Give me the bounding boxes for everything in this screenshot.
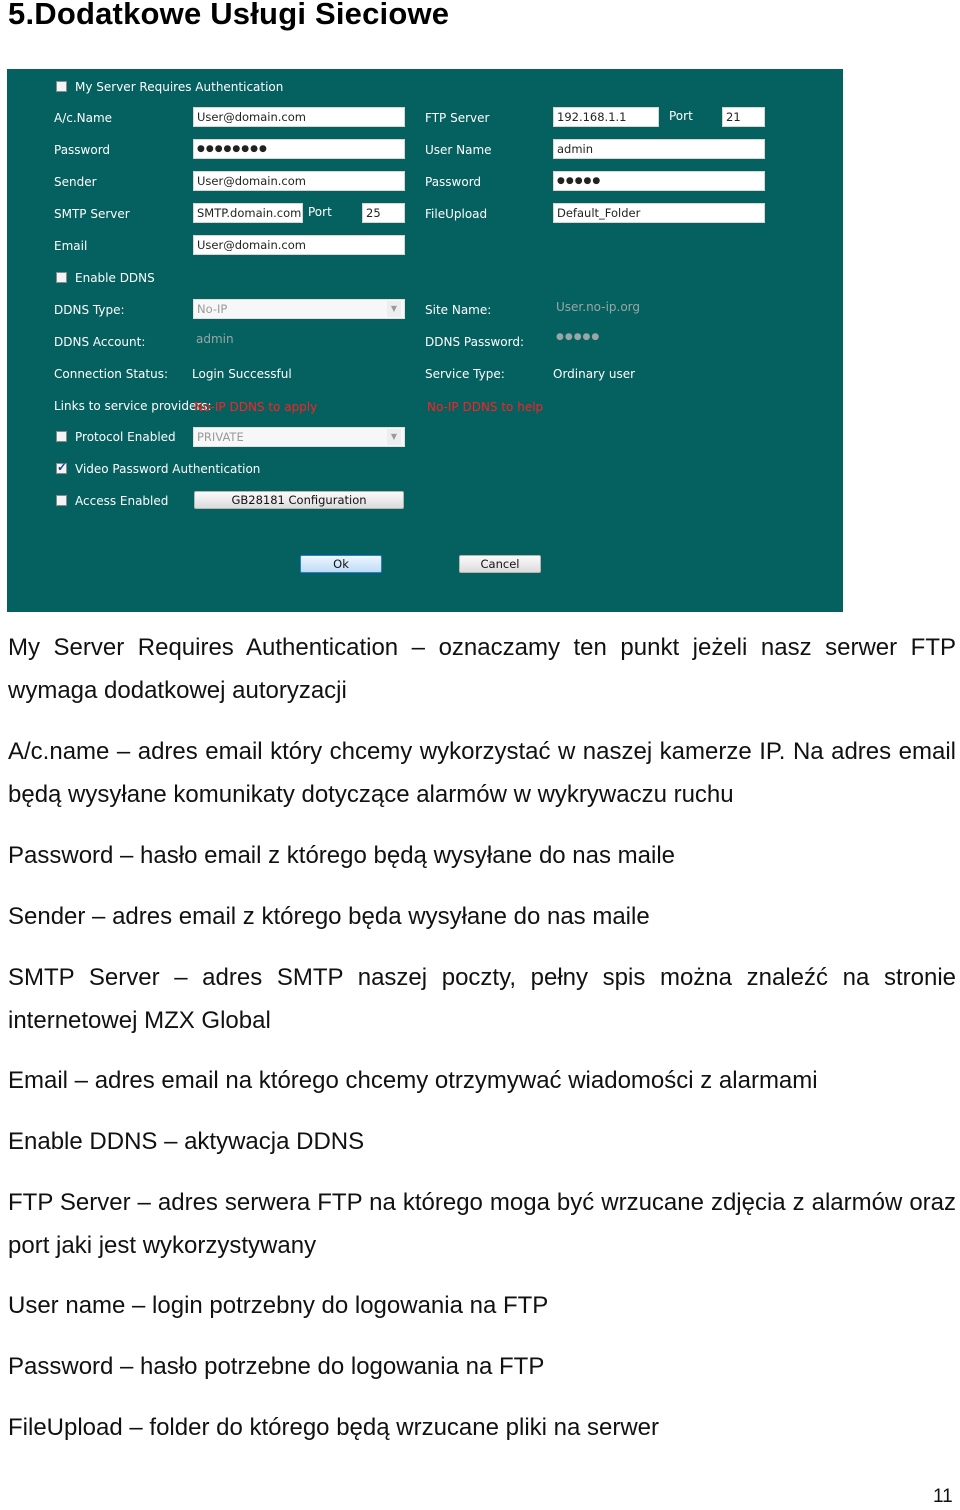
description-fileupload: FileUpload – folder do którego będą wrzucane pliki na serwer xyxy=(8,1414,660,1441)
ddns-password-label: DDNS Password: xyxy=(425,335,524,349)
connection-status-label: Connection Status: xyxy=(54,367,168,381)
smtp-server-input[interactable]: SMTP.domain.com xyxy=(193,203,303,223)
no-ip-apply-link[interactable]: No-IP DDNS to apply xyxy=(194,400,318,414)
no-ip-help-link[interactable]: No-IP DDNS to help xyxy=(427,400,544,414)
video-password-checkbox[interactable] xyxy=(56,463,67,474)
ac-name-input[interactable]: User@domain.com xyxy=(193,107,405,127)
password-input[interactable]: ●●●●●●●● xyxy=(193,139,405,159)
site-name-label: Site Name: xyxy=(425,303,492,317)
email-label: Email xyxy=(54,239,88,253)
description-ftp-server: FTP Server – adres serwera FTP na którego moga być wrzucane zdjęcia z alarmów oraz port jaki jest wykorzystywany xyxy=(8,1189,956,1259)
site-name-value: User.no-ip.org xyxy=(556,300,641,314)
protocol-enabled-label: Protocol Enabled xyxy=(75,430,176,444)
enable-ddns-label: Enable DDNS xyxy=(75,271,155,285)
protocol-enabled-checkbox[interactable] xyxy=(56,431,67,442)
ddns-password-value: ●●●●● xyxy=(556,332,601,342)
ftp-user-label: User Name xyxy=(425,143,492,157)
email-ftp-settings-dialog xyxy=(7,69,843,612)
password-label: Password xyxy=(54,143,111,157)
page-number: 11 xyxy=(933,1486,953,1507)
access-enabled-label: Access Enabled xyxy=(75,494,169,508)
smtp-port-label: Port xyxy=(308,205,332,219)
description-enable-ddns: Enable DDNS – aktywacja DDNS xyxy=(8,1128,365,1155)
fileupload-input[interactable]: Default_Folder xyxy=(553,203,765,223)
ddns-type-select[interactable] xyxy=(193,299,405,319)
section-heading: 5.Dodatkowe Usługi Sieciowe xyxy=(8,0,450,31)
video-password-label: Video Password Authentication xyxy=(75,462,261,476)
connection-status-value: Login Successful xyxy=(192,367,292,381)
description-auth: My Server Requires Authentication – oznaczamy ten punkt jeżeli nasz serwer FTP wymaga dodatkowej autoryzacji xyxy=(8,634,956,704)
smtp-port-input[interactable]: 25 xyxy=(362,203,405,223)
description-password: Password – hasło email z którego będą wysyłane do nas maile xyxy=(8,842,676,869)
description-user-name: User name – login potrzebny do logowania na FTP xyxy=(8,1292,549,1319)
gb28181-config-button[interactable]: GB28181 Configuration xyxy=(194,491,404,509)
links-label: Links to service providers: xyxy=(54,399,212,413)
chevron-down-icon: ▼ xyxy=(387,301,401,317)
ddns-account-value: admin xyxy=(196,332,234,346)
ftp-port-label: Port xyxy=(669,109,693,123)
ac-name-label: A/c.Name xyxy=(54,111,113,125)
ddns-type-label: DDNS Type: xyxy=(54,303,125,317)
fileupload-label: FileUpload xyxy=(425,207,488,221)
sender-label: Sender xyxy=(54,175,97,189)
auth-label: My Server Requires Authentication xyxy=(75,80,284,94)
auth-checkbox[interactable] xyxy=(56,81,67,92)
protocol-value: PRIVATE xyxy=(197,430,244,444)
protocol-select[interactable] xyxy=(193,427,405,447)
enable-ddns-checkbox[interactable] xyxy=(56,272,67,283)
description-ftp-password: Password – hasło potrzebne do logowania na FTP xyxy=(8,1353,545,1380)
ftp-server-input[interactable]: 192.168.1.1 xyxy=(553,107,659,127)
ftp-user-input[interactable]: admin xyxy=(553,139,765,159)
service-type-value: Ordinary user xyxy=(553,367,636,381)
smtp-server-label: SMTP Server xyxy=(54,207,130,221)
chevron-down-icon: ▼ xyxy=(387,429,401,445)
ftp-password-input[interactable]: ●●●●● xyxy=(553,171,765,191)
sender-input[interactable]: User@domain.com xyxy=(193,171,405,191)
ok-button[interactable]: Ok xyxy=(300,555,382,573)
ftp-port-input[interactable]: 21 xyxy=(722,107,765,127)
description-email: Email – adres email na którego chcemy otrzymywać wiadomości z alarmami xyxy=(8,1067,818,1094)
service-type-label: Service Type: xyxy=(425,367,505,381)
ftp-password-label: Password xyxy=(425,175,482,189)
email-input[interactable]: User@domain.com xyxy=(193,235,405,255)
ddns-account-label: DDNS Account: xyxy=(54,335,146,349)
cancel-button[interactable]: Cancel xyxy=(459,555,541,573)
description-ac-name: A/c.name – adres email który chcemy wykorzystać w naszej kamerze IP. Na adres email będą wysyłane komunikaty dotyczące alarmów w wykrywaczu ruchu xyxy=(8,738,956,808)
ftp-server-label: FTP Server xyxy=(425,111,490,125)
access-enabled-checkbox[interactable] xyxy=(56,495,67,506)
description-smtp: SMTP Server – adres SMTP naszej poczty, pełny spis można znaleźć na stronie internetowej MZX Global xyxy=(8,964,956,1034)
ddns-type-value: No-IP xyxy=(197,302,228,316)
description-sender: Sender – adres email z którego będa wysyłane do nas maile xyxy=(8,903,650,930)
